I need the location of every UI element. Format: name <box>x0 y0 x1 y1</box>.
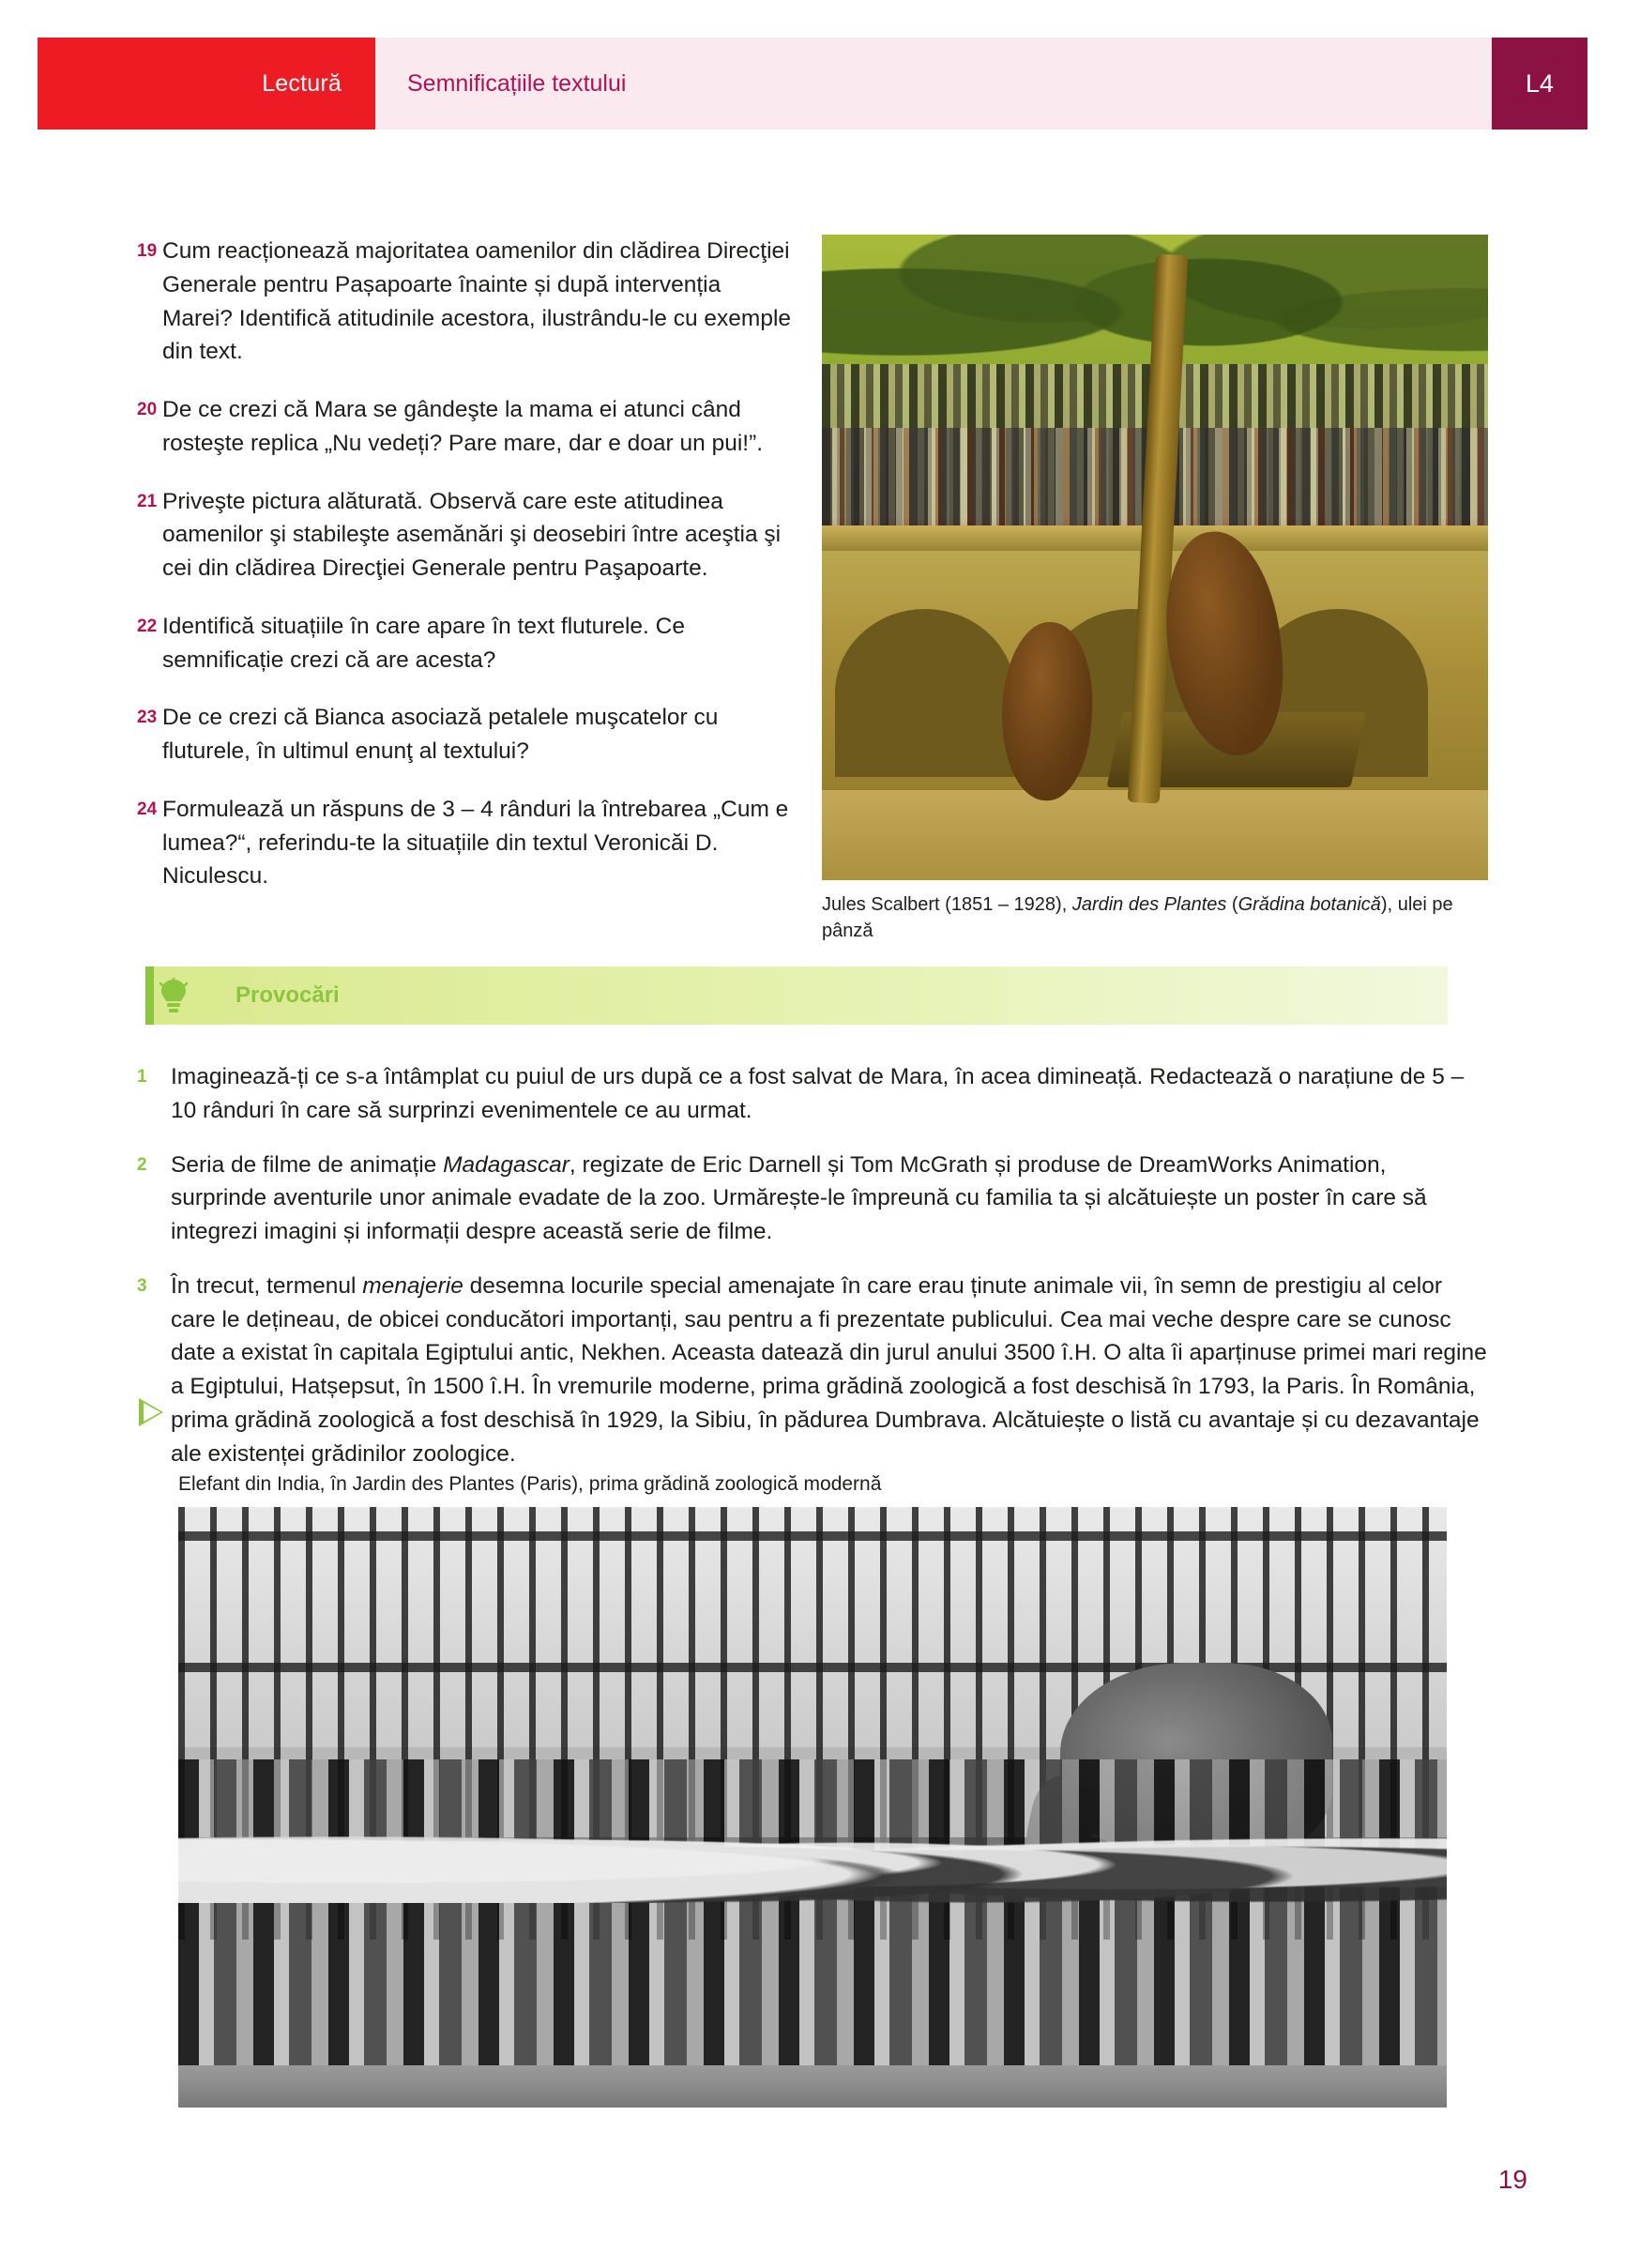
lesson-badge: L4 <box>1525 68 1555 98</box>
question-text: Formulează un răspuns de 3 – 4 rânduri la întrebarea „Cum e lumea?“, referindu-te la situațiile din textul Veronicăi D. Niculescu. <box>162 796 789 890</box>
painting-arch <box>835 609 1015 777</box>
provocari-number: 1 <box>137 1067 147 1087</box>
provocari-label: Provocări <box>235 982 340 1008</box>
photo-caption: Elefant din India, în Jardin des Plantes (Paris), prima grădină zoologică modernă <box>178 1473 882 1495</box>
provocari-list <box>137 1060 1488 1491</box>
provocari-number: 3 <box>137 1275 147 1296</box>
question-number: 21 <box>137 491 158 511</box>
painting-ground <box>822 790 1488 880</box>
provocari-text <box>171 1270 1488 1471</box>
provocari-text-part: Seria de filme de animație <box>171 1151 444 1178</box>
provocari-item <box>137 1060 1488 1128</box>
caption-work-title-ro: Grădina botanică <box>1238 894 1381 915</box>
provocari-text-part: desemna locurile special amenajate în care erau ținute animale vii, în semn de prestigiu al celor care le dețineau, de obicei conducători importanți, sau pentru a fi prezentate publicului. Cea mai veche despre care se cunosc date a existat în capitala Egiptului antic, Nekhen. Aceasta datează din jurul anului 3500 î.H. O alta îi aparținuse primei mari regine a Egiptului, Hatșepsut, în 1500 î.H. În vremurile moderne, prima grădină zoologică a fost deschisă în 1793, la Paris. În România, prima grădină zoologică a fost deschisă în 1929, la Sibiu, în pădurea Dumbrava. Alcătuiește o listă cu avantaje și cu dezavantaje ale existenței grădinilor zoologice. <box>171 1272 1487 1467</box>
provocari-band <box>145 967 1448 1025</box>
provocari-accent-bar <box>145 967 154 1025</box>
provocari-number: 2 <box>137 1154 147 1175</box>
question-item <box>137 393 794 461</box>
provocari-text <box>171 1149 1488 1249</box>
question-number: 22 <box>137 616 158 636</box>
lightbulb-icon <box>145 978 202 1013</box>
question-item <box>137 793 794 893</box>
question-number: 19 <box>137 241 158 261</box>
painting-image <box>822 235 1488 880</box>
photo-crowd-hats <box>178 1807 1447 1903</box>
provocari-text-part: , regizate de Eric Darnell și Tom McGrath și produse de DreamWorks Animation, surprinde aventurile unor animale evadate de la zoo. Urmărește-le împreună cu familia ta și alcătuiește un poster în care să integrezi imagini și informații despre această serie de filme. <box>171 1151 1427 1245</box>
painting-caption <box>822 880 1488 945</box>
question-item <box>137 235 794 369</box>
provocari-emphasis: menajerie <box>362 1272 463 1299</box>
question-item <box>137 610 794 677</box>
page-number: 19 <box>1497 2165 1527 2194</box>
provocari-text-part: Imaginează-ți ce s-a întâmplat cu puiul de urs după ce a fost salvat de Mara, în acea dimineață. Redactează o narațiune de 5 – 10 rânduri în care să surprinzi evenimentele ce au urmat. <box>171 1064 1465 1123</box>
question-number: 23 <box>137 708 158 728</box>
photo-figure <box>178 1473 1447 2108</box>
photo-image <box>178 1507 1447 2108</box>
header-title-block <box>375 38 1492 129</box>
provocari-item <box>137 1270 1488 1471</box>
question-number: 20 <box>137 400 158 420</box>
header-section-block <box>38 38 375 129</box>
painting-figure <box>822 235 1488 945</box>
play-triangle-icon <box>139 1398 163 1426</box>
question-text: Cum reacționează majoritatea oamenilor din clădirea Direcţiei Generale pentru Pașapoarte înainte și după intervenția Marei? Identifică atitudinile acestora, ilustrându-le cu exemple din text. <box>162 238 792 365</box>
header-section-label: Lectură <box>262 69 342 97</box>
question-text: De ce crezi că Mara se gândeşte la mama ei atunci când rosteşte replica „Nu vedeți? Pare mare, dar e doar un pui!”. <box>162 397 764 456</box>
question-text: De ce crezi că Bianca asociază petalele muşcatelor cu fluturele, în ultimul enunţ al textului? <box>162 705 719 765</box>
provocari-text-part: În trecut, termenul <box>171 1272 363 1299</box>
caption-author: Jules Scalbert (1851 – 1928), <box>822 894 1072 915</box>
caption-separator: ( <box>1226 894 1238 915</box>
questions-column <box>137 235 794 918</box>
caption-work-title: Jardin des Plantes <box>1071 894 1227 915</box>
photo-cage-beam <box>178 1531 1447 1541</box>
provocari-text <box>171 1060 1488 1128</box>
question-text: Priveşte pictura alăturată. Observă care este atitudinea oamenilor şi stabileşte asemănări şi deosebiri între aceştia şi cei din clădirea Direcţiei Generale pentru Paşapoarte. <box>162 488 782 582</box>
question-number: 24 <box>137 799 158 819</box>
provocari-emphasis: Madagascar <box>443 1151 570 1178</box>
page-title: Semnificațiile textului <box>407 69 627 97</box>
question-text: Identifică situațiile în care apare în text fluturele. Ce semnificație crezi că are acesta? <box>162 613 685 673</box>
caption-technique: ), ulei pe pânză <box>822 894 1453 942</box>
photo-ground <box>178 2065 1447 2108</box>
page-header <box>38 38 1587 129</box>
question-item <box>137 701 794 769</box>
question-item <box>137 485 794 586</box>
provocari-item <box>137 1149 1488 1249</box>
header-lesson-block <box>1492 38 1587 129</box>
